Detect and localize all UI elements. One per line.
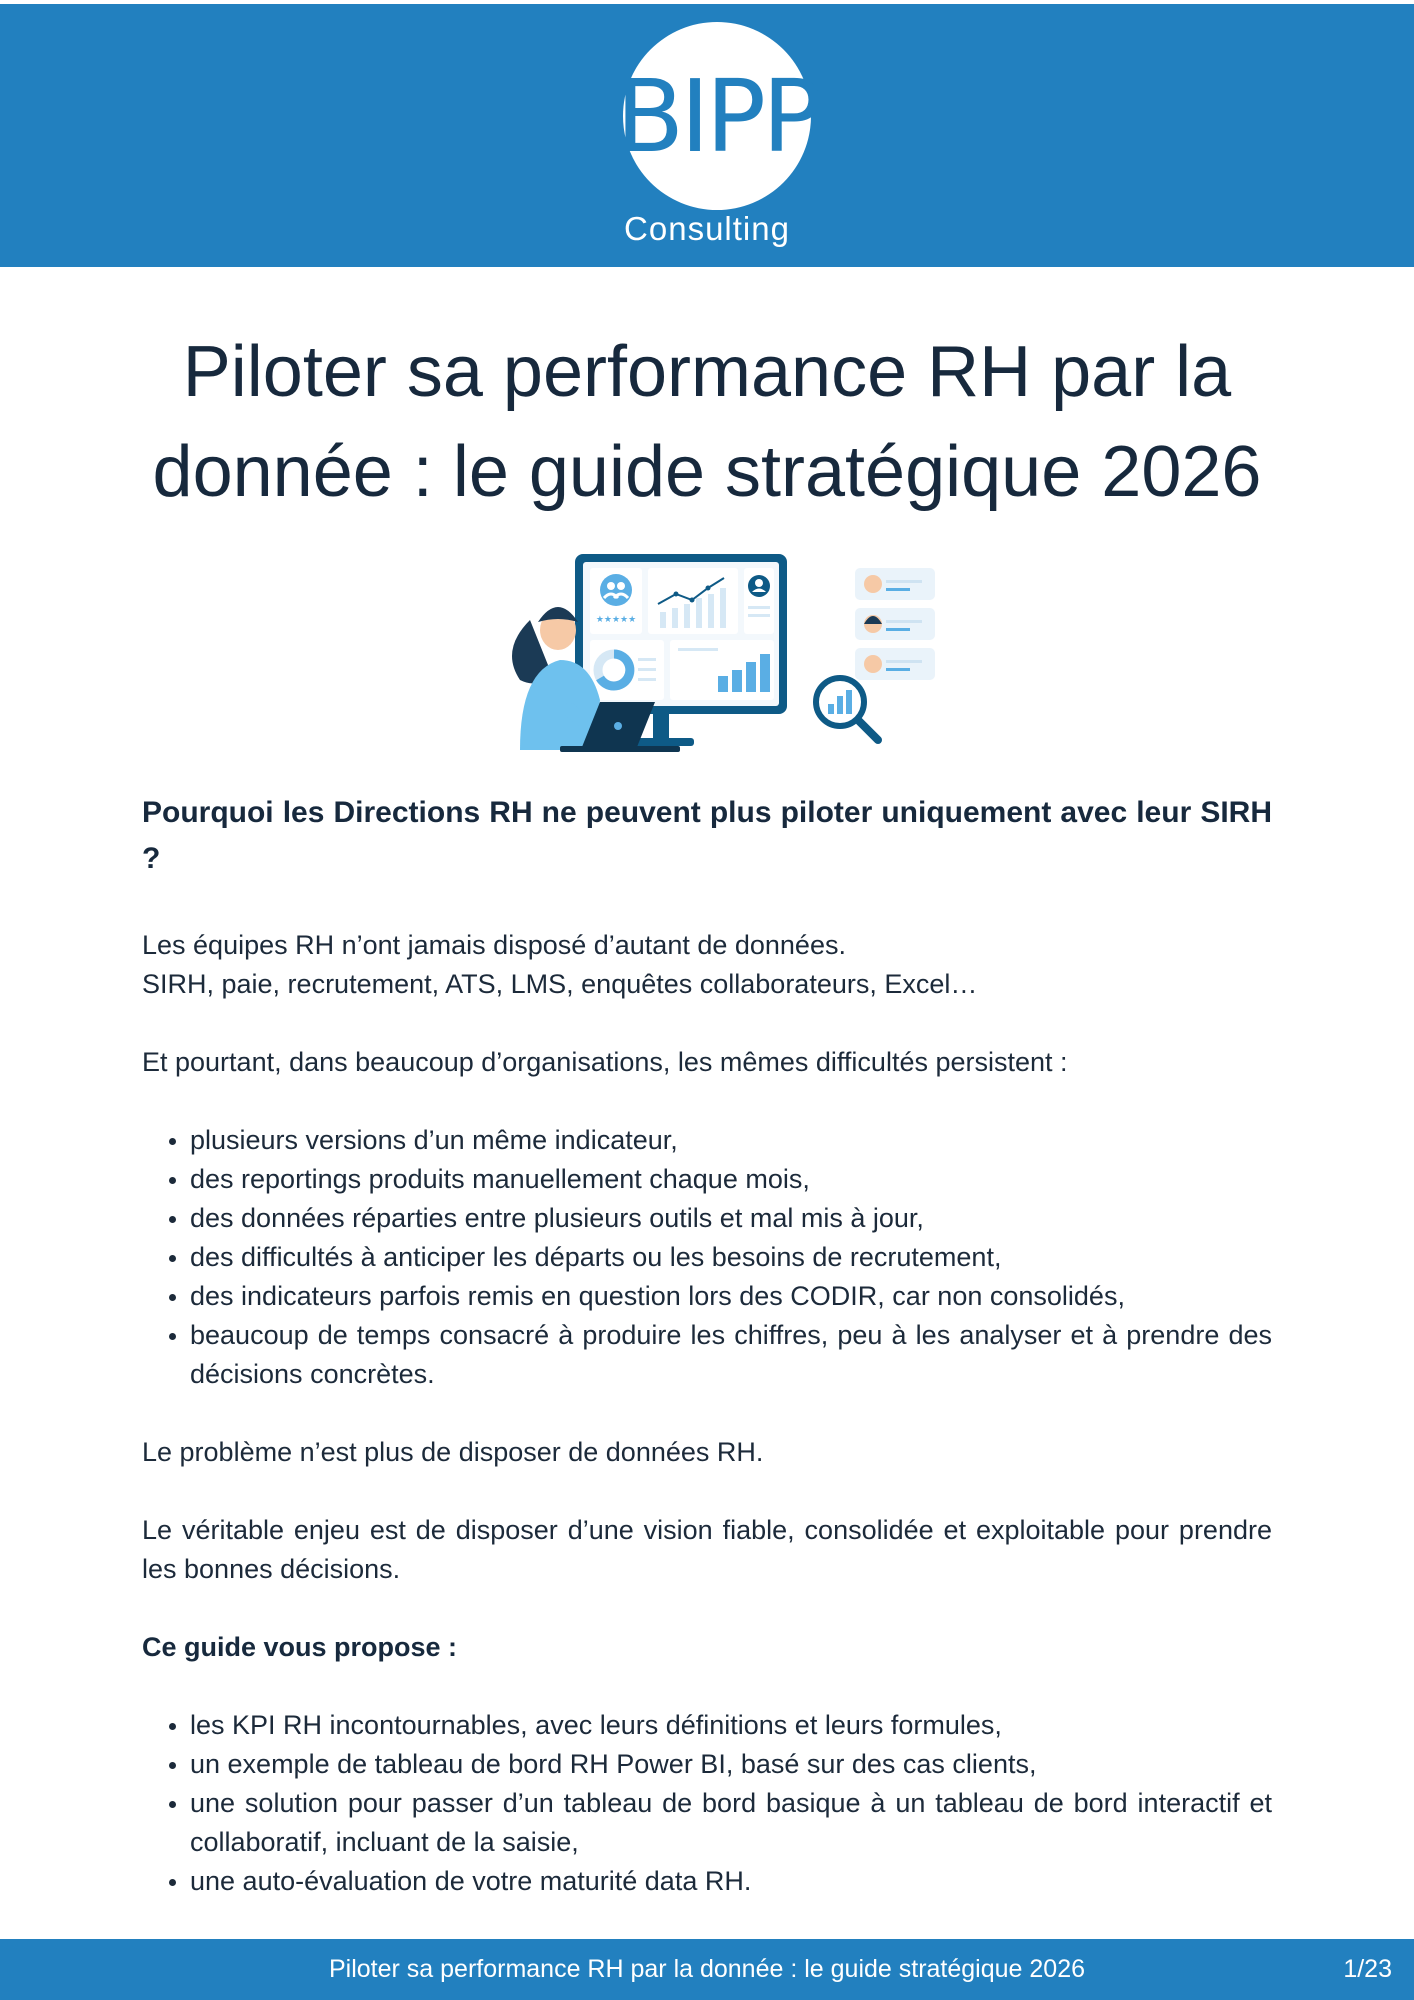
list-item: • des difficultés à anticiper les départs ou les besoins de recrutement, (190, 1238, 1272, 1277)
logo-text: BIPP (615, 57, 819, 175)
page-number: 1/23 (1343, 1955, 1392, 1983)
logo-subtitle: Consulting (624, 210, 790, 247)
main-content (142, 790, 1272, 1940)
intro-line-2: SIRH, paie, recrutement, ATS, LMS, enquêtes collaborateurs, Excel… (142, 969, 978, 999)
list-item: • des reportings produits manuellement chaque mois, (190, 1160, 1272, 1199)
list-item: • des indicateurs parfois remis en question lors des CODIR, car non consolidés, (190, 1277, 1272, 1316)
difficulties-intro: Et pourtant, dans beaucoup d’organisations, les mêmes difficultés persistent : (142, 1047, 1068, 1077)
guide-list (142, 1706, 1272, 1901)
list-item: • une solution pour passer d’un tableau de bord basique à un tableau de bord interactif et collaboratif, incluant de la saisie, (190, 1784, 1272, 1862)
logo (615, 22, 819, 210)
rating-stars-icon: ★★★★★ (595, 614, 637, 624)
stake-paragraph: Le véritable enjeu est de disposer d’une vision fiable, consolidée et exploitable pour prendre les bonnes décisions. (142, 1515, 1272, 1584)
page-title: Piloter sa performance RH par la donnée : le guide stratégique 2026 (152, 332, 1262, 512)
list-item: • plusieurs versions d’un même indicateur, (190, 1121, 1272, 1160)
list-item: • les KPI RH incontournables, avec leurs définitions et leurs formules, (190, 1706, 1272, 1745)
guide-lead: Ce guide vous propose : (142, 1632, 458, 1662)
footer-bar (0, 1939, 1414, 2000)
list-item: • des données réparties entre plusieurs outils et mal mis à jour, (190, 1199, 1272, 1238)
intro-line-1: Les équipes RH n’ont jamais disposé d’autant de données. (142, 930, 846, 960)
list-item: • beaucoup de temps consacré à produire les chiffres, peu à les analyser et à prendre des décisions concrètes. (190, 1316, 1272, 1394)
header-banner (0, 4, 1414, 267)
hr-dashboard-illustration-icon (500, 550, 940, 760)
intro-paragraph (142, 926, 1272, 1004)
footer-title: Piloter sa performance RH par la donnée : le guide stratégique 2026 (328, 1955, 1086, 1983)
difficulties-list (142, 1121, 1272, 1394)
section-heading: Pourquoi les Directions RH ne peuvent plus piloter uniquement avec leur SIRH ? (142, 796, 1272, 875)
problem-paragraph: Le problème n’est plus de disposer de données RH. (142, 1437, 764, 1467)
list-item: • une auto-évaluation de votre maturité data RH. (190, 1862, 1272, 1901)
list-item: • un exemple de tableau de bord RH Power BI, basé sur des cas clients, (190, 1745, 1272, 1784)
